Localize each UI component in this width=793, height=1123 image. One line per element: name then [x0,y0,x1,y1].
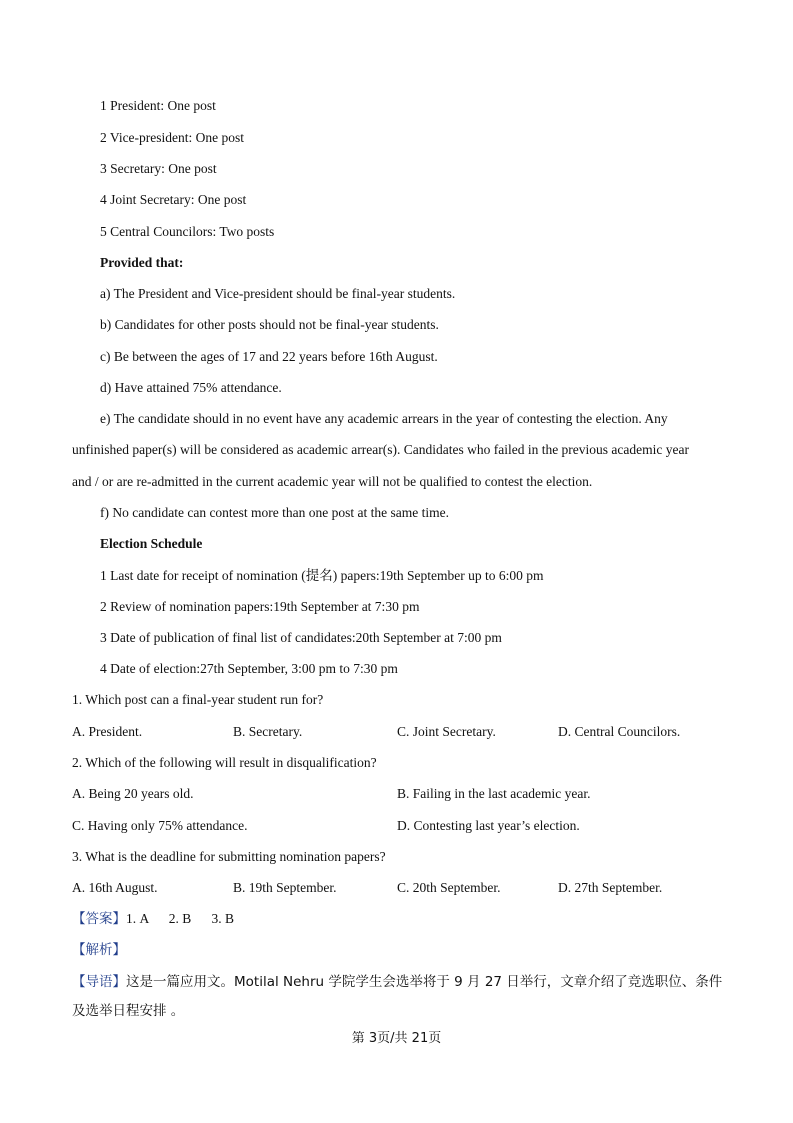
question-2-option-b: B. Failing in the last academic year. [397,786,591,801]
condition-d: d) Have attained 75% attendance. [100,380,282,395]
condition-e-line1: e) The candidate should in no event have any academic arrears in the year of contesting the election. Any [100,411,668,426]
question-1-option-b: B. Secretary. [233,724,303,739]
question-3-option-a: A. 16th August. [72,880,158,895]
answer-values: 1. A 2. B 3. B [126,911,235,926]
question-2-option-c: C. Having only 75% attendance. [72,818,248,833]
question-3-option-c: C. 20th September. [397,880,501,895]
post-central-councilors: 5 Central Councilors: Two posts [100,224,275,239]
post-vice-president: 2 Vice-president: One post [100,130,245,145]
schedule-item-1: 1 Last date for receipt of nomination (提名) papers:19th September up to 6:00 pm [100,568,544,583]
question-3-stem: 3. What is the deadline for submitting nomination papers? [72,849,386,864]
post-joint-secretary: 4 Joint Secretary: One post [100,192,247,207]
answer-line [72,911,234,927]
post-secretary: 3 Secretary: One post [100,161,217,176]
question-2-option-d: D. Contesting last year’s election. [397,818,580,833]
schedule-item-2: 2 Review of nomination papers:19th September at 7:30 pm [100,599,420,614]
condition-c: c) Be between the ages of 17 and 22 years before 16th August. [100,349,438,364]
schedule-item-4: 4 Date of election:27th September, 3:00 pm to 7:30 pm [100,661,398,676]
page-footer: 第 3页/共 21页 [351,1031,442,1046]
post-president: 1 President: One post [100,98,216,113]
condition-a: a) The President and Vice-president should be final-year students. [100,286,456,301]
question-1-stem: 1. Which post can a final-year student run for? [72,692,324,707]
question-2-option-a: A. Being 20 years old. [72,786,194,801]
condition-f: f) No candidate can contest more than one post at the same time. [100,505,450,520]
analysis-label: 【解析】 [72,942,126,958]
guide-label: 【导语】 [72,974,126,990]
answer-label: 【答案】 [72,911,126,927]
condition-b: b) Candidates for other posts should not be final-year students. [100,317,439,332]
condition-e-line3: and / or are re-admitted in the current academic year will not be qualified to contest the election. [72,474,593,489]
question-1-option-a: A. President. [72,724,143,739]
question-2-stem: 2. Which of the following will result in disqualification? [72,755,377,770]
guide-text-2: 及选举日程安排 。 [72,1003,185,1019]
schedule-heading: Election Schedule [100,536,203,551]
question-3-option-d: D. 27th September. [558,880,663,895]
question-1-option-d: D. Central Councilors. [558,724,681,739]
guide-text-1: 这是一篇应用文。Motilal Nehru 学院学生会选举将于 9 月 27 日举行，文章介绍了竞选职位、条件 [126,974,723,990]
schedule-item-3: 3 Date of publication of final list of candidates:20th September at 7:00 pm [100,630,502,645]
guide-line-1 [72,974,722,990]
condition-e-line2: unfinished paper(s) will be considered as academic arrear(s). Candidates who failed in the previous academic year [72,442,689,457]
analysis-line [72,942,126,958]
question-3-option-b: B. 19th September. [233,880,337,895]
provided-heading: Provided that: [100,255,184,270]
question-1-option-c: C. Joint Secretary. [397,724,496,739]
